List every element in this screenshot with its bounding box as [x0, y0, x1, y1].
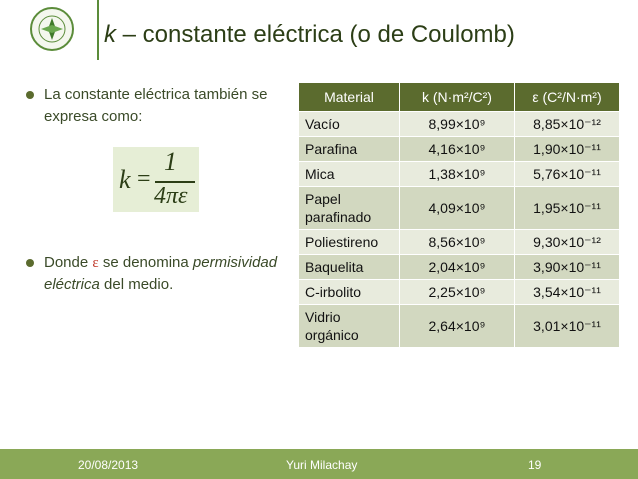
table-row: [299, 162, 620, 187]
epsilon-symbol: ε: [92, 255, 99, 271]
cell-material: Vidrio orgánico: [299, 305, 400, 348]
table-row: [299, 137, 620, 162]
cell-epsilon: 8,85×10⁻¹²: [515, 112, 620, 137]
cell-epsilon: 3,01×10⁻¹¹: [515, 305, 620, 348]
footer-date: 20/08/2013: [78, 458, 139, 472]
title-divider: [97, 0, 99, 60]
bullet-text-1: La constante eléctrica también se expresa como:: [44, 86, 268, 125]
header-epsilon: ε (C²/N·m²): [515, 83, 620, 112]
formula-k: k: [119, 165, 131, 194]
cell-k: 2,04×10⁹: [400, 255, 515, 280]
bullet-text-2-post: del medio.: [99, 276, 174, 293]
table-row: [299, 112, 620, 137]
cell-k: 8,99×10⁹: [400, 112, 515, 137]
cell-epsilon: 9,30×10⁻¹²: [515, 230, 620, 255]
title-text: – constante eléctrica (o de Coulomb): [116, 21, 515, 48]
formula-numerator: 1: [164, 147, 177, 176]
bullet-dot-icon: [26, 259, 34, 267]
cell-epsilon: 5,76×10⁻¹¹: [515, 162, 620, 187]
page-title: [104, 21, 515, 49]
cell-material: Parafina: [299, 137, 400, 162]
cell-epsilon: 3,90×10⁻¹¹: [515, 255, 620, 280]
bullet-dot-icon: [26, 91, 34, 99]
cell-epsilon: 1,90×10⁻¹¹: [515, 137, 620, 162]
cell-epsilon: 3,54×10⁻¹¹: [515, 280, 620, 305]
cell-k: 4,16×10⁹: [400, 137, 515, 162]
footer-page-number: 19: [528, 458, 542, 472]
bullet-text-2-mid: se denomina: [98, 254, 193, 271]
formula-equals: =: [137, 166, 151, 192]
formula-box: [113, 147, 199, 212]
bullet-item-1: [24, 84, 286, 128]
cell-k: 2,25×10⁹: [400, 280, 515, 305]
title-variable: k: [104, 21, 116, 48]
table-row: [299, 230, 620, 255]
cell-k: 8,56×10⁹: [400, 230, 515, 255]
table-header-row: [299, 83, 620, 112]
bullet-item-2: [24, 252, 286, 296]
cell-k: 1,38×10⁹: [400, 162, 515, 187]
cell-epsilon: 1,95×10⁻¹¹: [515, 187, 620, 230]
cell-material: Mica: [299, 162, 400, 187]
table-row: [299, 187, 620, 230]
cell-material: Poliestireno: [299, 230, 400, 255]
table-row: [299, 305, 620, 348]
cell-material: Vacío: [299, 112, 400, 137]
bullet-text-2-pre: Donde: [44, 254, 93, 271]
formula-denominator: 4πε: [154, 183, 188, 209]
footer-author: Yuri Milachay: [286, 458, 358, 472]
header-material: Material: [299, 83, 400, 112]
cell-material: C-irbolito: [299, 280, 400, 305]
bullet-text-2-italic: permisividad eléctrica: [44, 254, 278, 293]
table-row: [299, 255, 620, 280]
university-seal-icon: [16, 6, 88, 52]
cell-material: Papel parafinado: [299, 187, 400, 230]
table-row: [299, 280, 620, 305]
cell-k: 2,64×10⁹: [400, 305, 515, 348]
cell-k: 4,09×10⁹: [400, 187, 515, 230]
materials-table: [298, 82, 620, 348]
cell-material: Baquelita: [299, 255, 400, 280]
header-k: k (N·m²/C²): [400, 83, 515, 112]
footer-bar: [0, 449, 638, 479]
